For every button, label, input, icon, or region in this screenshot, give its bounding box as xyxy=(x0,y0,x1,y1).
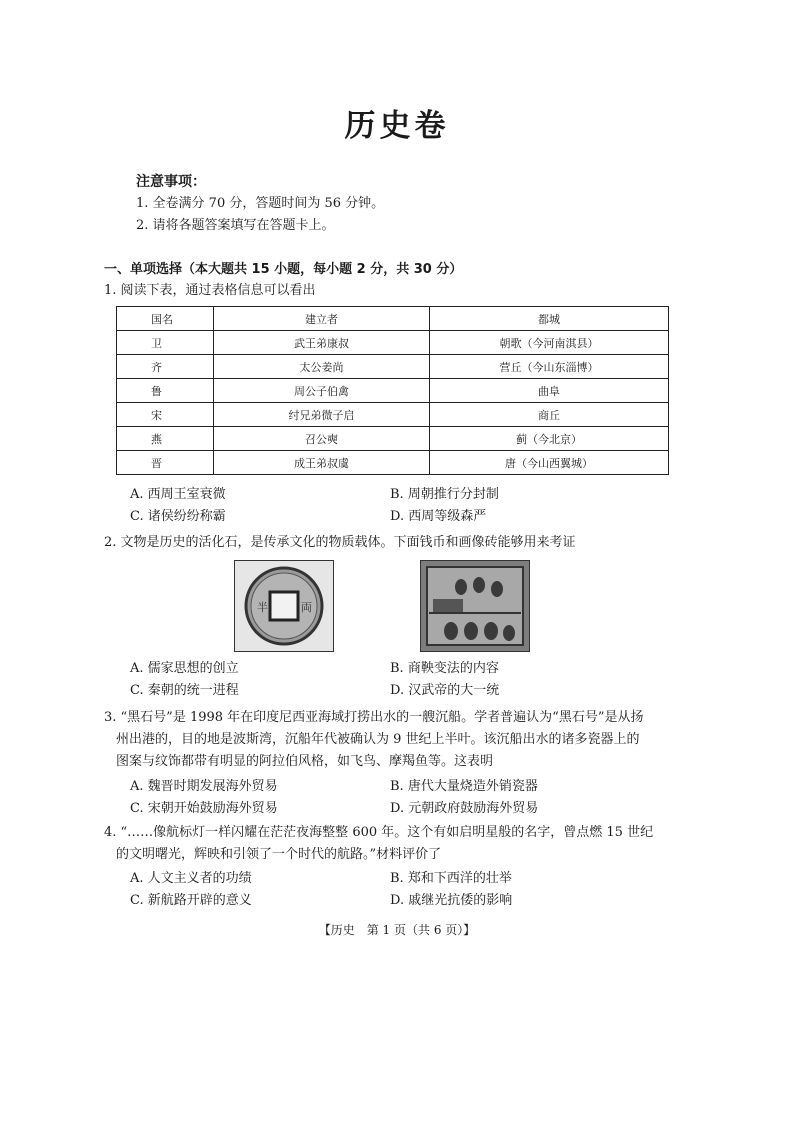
table-row xyxy=(117,355,669,379)
question-3-options xyxy=(130,776,650,820)
table-cell: 武王弟康叔 xyxy=(214,331,430,355)
option-b: B. 唐代大量烧造外销瓷器 xyxy=(390,779,538,794)
question-1-stem: 1. 阅读下表，通过表格信息可以看出 xyxy=(104,283,316,298)
coin-image xyxy=(234,560,334,652)
pictorial-brick-image xyxy=(420,560,530,652)
table-cell: 太公姜尚 xyxy=(214,355,430,379)
table-cell: 燕 xyxy=(117,427,214,451)
notes-item: 2. 请将各题答案填写在答题卡上。 xyxy=(136,218,335,233)
question-3-stem xyxy=(104,707,674,773)
option-b: B. 商鞅变法的内容 xyxy=(390,661,499,676)
option-c: C. 秦朝的统一进程 xyxy=(130,683,239,698)
stem-line: 图案与纹饰都带有明显的阿拉伯风格，如飞鸟、摩羯鱼等。这表明 xyxy=(116,754,494,769)
table-cell: 蓟（今北京） xyxy=(430,427,669,451)
option-c: C. 新航路开辟的意义 xyxy=(130,893,252,908)
page-title: 历史卷 xyxy=(344,108,450,144)
option-d: D. 戚继光抗倭的影响 xyxy=(390,893,513,908)
option-c: C. 宋朝开始鼓励海外贸易 xyxy=(130,801,278,816)
table-header-cell: 建立者 xyxy=(214,307,430,331)
table-cell: 鲁 xyxy=(117,379,214,403)
table-cell: 卫 xyxy=(117,331,214,355)
question-4-stem xyxy=(104,822,674,866)
table-cell: 唐（今山西翼城） xyxy=(430,451,669,475)
notes-heading: 注意事项： xyxy=(136,174,206,190)
page-footer: 【历史 第 1 页（共 6 页）】 xyxy=(318,923,476,937)
question-1-table xyxy=(116,306,669,475)
svg-text:両: 両 xyxy=(301,601,312,614)
table-cell: 晋 xyxy=(117,451,214,475)
notes-item: 1. 全卷满分 70 分，答题时间为 56 分钟。 xyxy=(136,196,385,211)
option-d: D. 汉武帝的大一统 xyxy=(390,683,500,698)
option-d: D. 元朝政府鼓励海外贸易 xyxy=(390,801,539,816)
table-row xyxy=(117,403,669,427)
table-cell: 召公奭 xyxy=(214,427,430,451)
question-1-options xyxy=(130,484,650,528)
table-row xyxy=(117,427,669,451)
question-2-options xyxy=(130,658,650,702)
table-row xyxy=(117,331,669,355)
option-a: A. 魏晋时期发展海外贸易 xyxy=(130,779,278,794)
question-4-options xyxy=(130,868,650,912)
table-cell: 营丘（今山东淄博） xyxy=(430,355,669,379)
option-b: B. 周朝推行分封制 xyxy=(390,487,499,502)
stem-line: 州出港的，目的地是波斯湾，沉船年代被确认为 9 世纪上半叶。该沉船出水的诸多瓷器上的 xyxy=(116,732,640,747)
table-row xyxy=(117,379,669,403)
question-2-stem: 2. 文物是历史的活化石，是传承文化的物质载体。下面钱币和画像砖能够用来考证 xyxy=(104,535,576,550)
option-b: B. 郑和下西洋的壮举 xyxy=(390,871,512,886)
option-c: C. 诸侯纷纷称霸 xyxy=(130,509,226,524)
option-a: A. 儒家思想的创立 xyxy=(130,661,239,676)
table-cell: 纣兄弟微子启 xyxy=(214,403,430,427)
table-header-row xyxy=(117,307,669,331)
stem-line: 的文明曙光，辉映和引领了一个时代的航路。”材料评价了 xyxy=(116,847,442,862)
table-cell: 周公子伯禽 xyxy=(214,379,430,403)
option-a: A. 西周王室衰微 xyxy=(130,487,226,502)
svg-text:半: 半 xyxy=(257,601,268,614)
table-cell: 曲阜 xyxy=(430,379,669,403)
option-a: A. 人文主义者的功绩 xyxy=(130,871,252,886)
table-header-cell: 国名 xyxy=(117,307,214,331)
table-cell: 齐 xyxy=(117,355,214,379)
section-heading: 一、单项选择（本大题共 15 小题，每小题 2 分，共 30 分） xyxy=(104,262,463,277)
table-cell: 成王弟叔虞 xyxy=(214,451,430,475)
table-cell: 宋 xyxy=(117,403,214,427)
table-header-cell: 都城 xyxy=(430,307,669,331)
table-row xyxy=(117,451,669,475)
stem-line: 4. “……像航标灯一样闪耀在茫茫夜海整整 600 年。这个有如启明星般的名字，曾点燃 15 世纪 xyxy=(104,825,654,840)
table-cell: 朝歌（今河南淇县） xyxy=(430,331,669,355)
table-cell: 商丘 xyxy=(430,403,669,427)
stem-line: 3. “黑石号”是 1998 年在印度尼西亚海域打捞出水的一艘沉船。学者普遍认为“黑石号”是从扬 xyxy=(104,710,644,725)
option-d: D. 西周等级森严 xyxy=(390,509,487,524)
notes-block xyxy=(136,171,384,237)
